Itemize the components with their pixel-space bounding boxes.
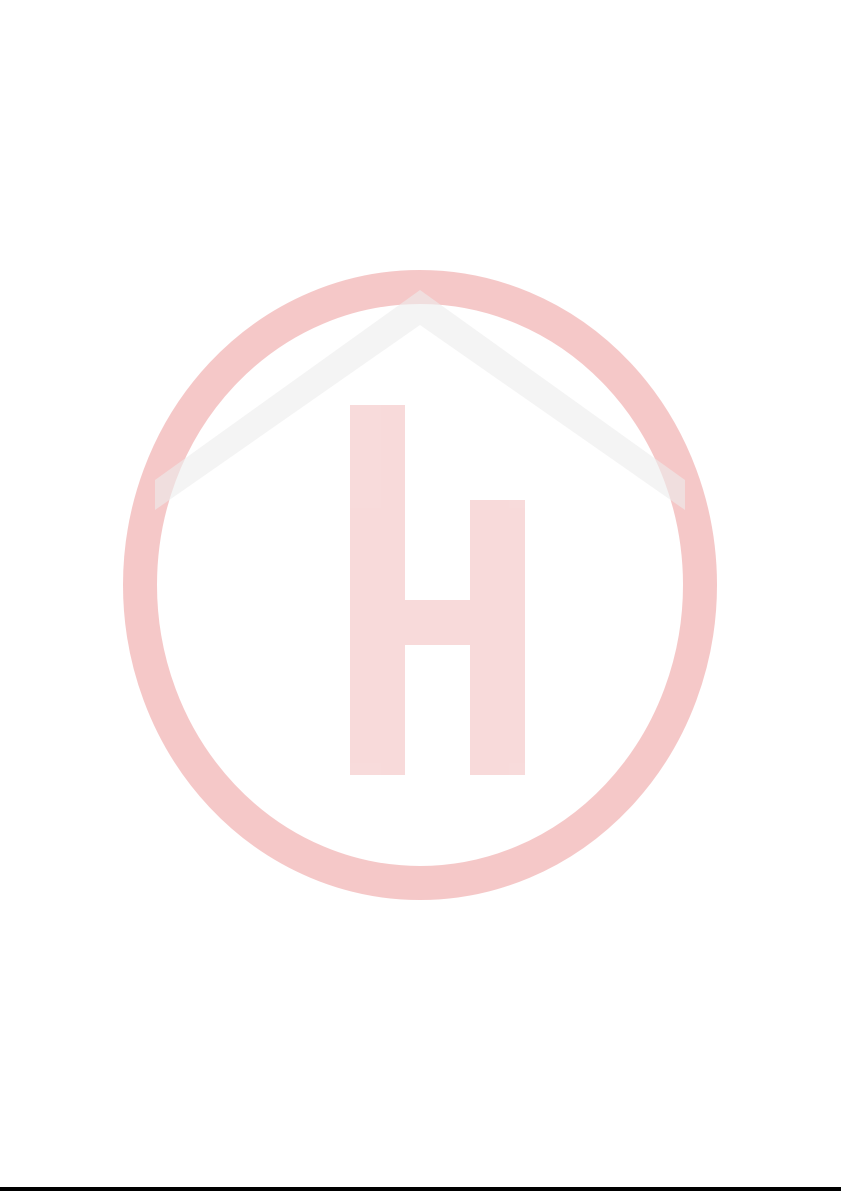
- watermark-logo-icon: [115, 270, 725, 900]
- bottom-divider: [0, 1187, 841, 1191]
